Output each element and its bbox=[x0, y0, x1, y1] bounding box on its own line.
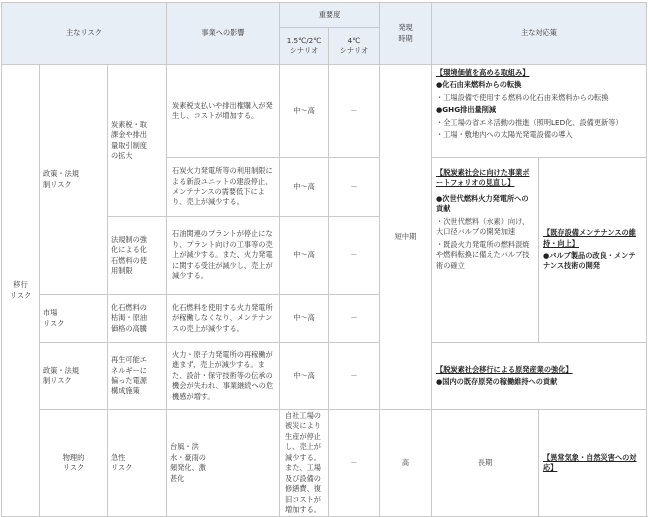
risk-carbon-tax: 炭素税・取 課金や排出 量取引制度 の拡大 bbox=[108, 65, 167, 217]
severity-1-5: 中～高 bbox=[280, 217, 329, 295]
severity-1-5: 中～高 bbox=[280, 295, 329, 343]
impact-4: 化石燃料を使用する火力発電所が稼働しなくなり、メンテナンスの売上が減少する。 bbox=[167, 295, 280, 343]
severity-1-5: 中～高 bbox=[280, 65, 329, 158]
measure-heading: 【環境価値を高める取組み】 bbox=[436, 68, 530, 77]
measure-heading: 【脱炭素社会移行による原発産業の強化】 bbox=[436, 364, 573, 374]
measure-heading: 【既存設備メンテナンスの維持・向上】 bbox=[543, 228, 636, 248]
header-scenario-1-5: 1.5℃/2℃ シナリオ bbox=[280, 28, 329, 65]
impact-3: 石油関連のプラントが停止になり、プラント向けの工事等の売上が減少する。また、火力発電に関する受注が減少し、売上が減少する。 bbox=[167, 217, 280, 295]
measure-heading: 【異常気象・自然災害への対応】 bbox=[543, 452, 637, 473]
risk-regulation: 法規制の強 化による化 石燃料の使 用制限 bbox=[108, 217, 167, 295]
risk-fossil-depletion: 化石燃料の 枯渇・原油 価格の高騰 bbox=[108, 295, 167, 343]
measures-nuclear bbox=[432, 343, 647, 410]
severity-4: － bbox=[329, 65, 380, 158]
measures-environment bbox=[432, 65, 647, 158]
severity-4: － bbox=[329, 217, 380, 295]
table-row bbox=[2, 65, 647, 158]
measures-maintenance bbox=[539, 158, 647, 343]
measure-bullet: ●化石由来燃料からの転換 bbox=[436, 80, 522, 90]
header-row-1 bbox=[2, 3, 647, 28]
header-severity: 重要度 bbox=[280, 3, 380, 28]
table-row bbox=[2, 410, 647, 517]
header-period: 発現 時期 bbox=[380, 3, 432, 65]
measure-item: ・工場設備で使用する燃料の化石由来燃料からの転換 bbox=[436, 92, 609, 102]
measure-item: ・工場・敷地内への太陽光発電設備の導入 bbox=[436, 130, 573, 140]
subcategory-acute: 急性 リスク bbox=[108, 410, 167, 517]
risk-disaster: 台風・洪 水・豪雨の 頻発化、激 甚化 bbox=[167, 410, 280, 517]
impact-2: 石炭火力発電所等の利用制限による新設ユニットの建設停止、メンテナンスの需要低下により、売上が減少する。 bbox=[167, 158, 280, 217]
severity-1-5: － bbox=[329, 410, 380, 517]
severity-4: 高 bbox=[380, 410, 432, 517]
measure-bullet: ●GHG排出量削減 bbox=[436, 105, 497, 115]
measure-heading: 【脱炭素社会に向けた事業ポートフォリオの見直し】 bbox=[436, 168, 530, 188]
table-row bbox=[2, 343, 647, 410]
measure-bullet: ●次世代燃料火力発電所への貢献 bbox=[436, 193, 529, 214]
category-physical: 物理的 リスク bbox=[40, 410, 108, 517]
risk-table bbox=[1, 2, 647, 517]
severity-4: － bbox=[329, 295, 380, 343]
impact-6: 自社工場の被災により生産が停止し、売上が減少する。また、工場及び設備の修繕費、復旧コストが増加する。 bbox=[280, 410, 329, 517]
subcategory-policy-2: 政策・法規 制リスク bbox=[40, 343, 108, 410]
period-physical: 長期 bbox=[432, 410, 539, 517]
impact-5: 火力・原子力発電所の再稼働が進まず、売上が減少する。また、設計・保守技術等の伝承の機会が失われ、事業継続への危機感が増す。 bbox=[167, 343, 280, 410]
measure-item: ・既設火力発電所の燃料混焼や燃料転換に備えたバルブ技術の確立 bbox=[436, 239, 530, 270]
measure-bullet: ●バルブ製品の改良・メンテナンス技術の開発 bbox=[543, 251, 636, 271]
header-measures: 主な対応策 bbox=[432, 3, 647, 65]
severity-4: － bbox=[329, 158, 380, 217]
header-scenario-4: 4℃ シナリオ bbox=[329, 28, 380, 65]
measures-disaster bbox=[539, 410, 647, 517]
header-main-risk: 主なリスク bbox=[2, 3, 167, 65]
measure-bullet: ●国内の既存原発の稼働維持への貢献 bbox=[436, 377, 558, 386]
subcategory-policy-1: 政策・法規 制リスク bbox=[40, 65, 108, 295]
risk-renewable: 再生可能エ ネルギーに 偏った電源 構成施策 bbox=[108, 343, 167, 410]
severity-1-5: 中～高 bbox=[280, 158, 329, 217]
subcategory-market: 市場 リスク bbox=[40, 295, 108, 343]
measure-item: ・全工場の省エネ活動の推進（照明LED化、設備更新等） bbox=[436, 117, 623, 127]
measure-item: ・次世代燃料（水素）向け、大口径バルブの開発加速 bbox=[436, 216, 530, 237]
category-transition: 移行 リスク bbox=[2, 65, 40, 517]
period-transition: 短中期 bbox=[380, 65, 432, 410]
severity-4: － bbox=[329, 343, 380, 410]
header-impact: 事業への影響 bbox=[167, 3, 280, 65]
measures-portfolio bbox=[432, 158, 539, 343]
severity-1-5: 中～高 bbox=[280, 343, 329, 410]
impact-1: 炭素税支払いや排出権購入が発生し、コストが増加する。 bbox=[167, 65, 280, 158]
